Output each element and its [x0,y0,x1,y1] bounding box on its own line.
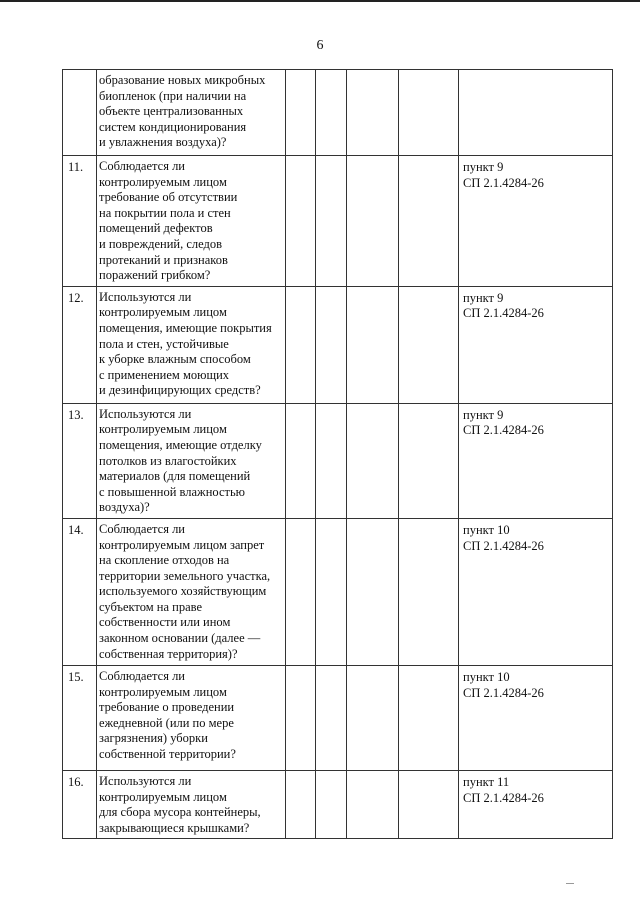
reference-line: СП 2.1.4284-26 [463,685,544,700]
checklist-table [62,69,613,839]
question-line: систем кондиционирования [99,119,247,134]
reference-line: пункт 9 [463,290,504,305]
question-line: Используются ли [99,773,192,788]
answer-no-cell [316,770,347,838]
answer-na-cell [347,770,399,838]
checklist-row [63,156,613,287]
question-line: протеканий и признаков [99,252,228,267]
answer-na-cell [347,156,399,287]
scan-mark [566,883,574,884]
reference-line: пункт 10 [463,522,510,537]
reference-line: пункт 11 [463,774,510,789]
reference-line: пункт 9 [463,407,504,422]
question-cell [97,70,286,156]
top-border-rule [0,0,640,2]
answer-na-cell [347,665,399,770]
reference-cell [459,286,613,403]
reference-line: СП 2.1.4284-26 [463,306,544,321]
answer-yes-cell [286,518,316,665]
answer-na-cell [347,286,399,403]
question-line: загрязнения) уборки [99,731,208,746]
checklist-row [63,770,613,838]
notes-cell [399,286,459,403]
reference-cell [459,665,613,770]
reference-line: пункт 10 [463,669,510,684]
row-number-cell: 16. [63,770,97,838]
question-line: объекте централизованных [99,104,244,119]
answer-na-cell [347,403,399,518]
reference-cell [459,770,613,838]
answer-no-cell [316,518,347,665]
question-line: пола и стен, устойчивые [99,336,229,351]
page-number: 6 [316,38,324,53]
row-number-cell: 11. [63,156,97,287]
question-line: территории земельного участка, [99,568,271,583]
notes-cell [399,156,459,287]
answer-yes-cell [286,665,316,770]
question-line: материалов (для помещений [99,469,251,484]
reference-cell [459,70,613,156]
checklist-row [63,286,613,403]
question-line: субъектом на праве [99,599,203,614]
question-line: контролируемым лицом [99,684,227,699]
question-line: Соблюдается ли [99,668,185,683]
answer-na-cell [347,70,399,156]
question-line: требование об отсутствии [99,190,238,205]
question-line: контролируемым лицом [99,422,227,437]
answer-yes-cell [286,286,316,403]
question-line: на скопление отходов на [99,553,230,568]
question-line: помещения, имеющие покрытия [99,320,272,335]
question-line: помещений дефектов [99,221,213,236]
notes-cell [399,403,459,518]
row-number-cell: 13. [63,403,97,518]
question-line: Соблюдается ли [99,159,185,173]
reference-line: пункт 9 [463,160,504,174]
question-line: собственной территории? [99,746,236,761]
question-line: законном основании (далее — [99,631,261,646]
question-line: и дезинфицирующих средств? [99,383,261,398]
reference-line: СП 2.1.4284-26 [463,538,544,553]
notes-cell [399,665,459,770]
question-cell [97,156,286,287]
reference-line: СП 2.1.4284-26 [463,790,544,805]
answer-yes-cell [286,156,316,287]
row-number-cell [63,70,97,156]
question-line: контролируемым лицом запрет [99,537,265,552]
question-line: требование о проведении [99,700,235,715]
question-line: Используются ли [99,289,192,304]
checklist-row [63,70,613,156]
question-line: контролируемым лицом [99,789,227,804]
question-line: закрывающиеся крышками? [99,820,250,835]
reference-line: СП 2.1.4284-26 [463,423,544,438]
question-line: Используются ли [99,406,192,421]
question-line: собственности или ином [99,615,231,630]
question-line: образование новых микробных [99,73,266,87]
notes-cell [399,770,459,838]
reference-cell [459,403,613,518]
question-line: контролируемым лицом [99,305,227,320]
question-line: помещения, имеющие отделку [99,437,262,452]
answer-yes-cell [286,403,316,518]
question-line: на покрытии пола и стен [99,205,231,220]
question-line: к уборке влажным способом [99,352,251,367]
answer-no-cell [316,286,347,403]
question-line: и увлажнения воздуха)? [99,135,227,150]
reference-cell [459,518,613,665]
question-line: биопленок (при наличии на [99,88,247,103]
question-cell [97,403,286,518]
row-number-cell: 15. [63,665,97,770]
question-line: и повреждений, следов [99,236,222,251]
question-line: поражений грибком? [99,268,211,283]
question-line: ежедневной (или по мере [99,715,234,730]
checklist-row [63,665,613,770]
checklist-row [63,518,613,665]
answer-no-cell [316,156,347,287]
answer-yes-cell [286,70,316,156]
question-line: с применением моющих [99,367,230,382]
question-line: с повышенной влажностью [99,484,245,499]
reference-line: СП 2.1.4284-26 [463,175,544,190]
row-number-cell: 12. [63,286,97,403]
question-line: собственная территория)? [99,646,238,661]
answer-na-cell [347,518,399,665]
question-line: контролируемым лицом [99,174,227,189]
notes-cell [399,70,459,156]
question-cell [97,286,286,403]
answer-no-cell [316,665,347,770]
checklist-body [63,70,613,839]
question-line: Соблюдается ли [99,521,185,536]
checklist-row [63,403,613,518]
notes-cell [399,518,459,665]
answer-yes-cell [286,770,316,838]
reference-cell [459,156,613,287]
question-cell [97,518,286,665]
question-line: для сбора мусора контейнеры, [99,805,261,820]
question-line: потолков из влагостойких [99,453,237,468]
question-line: используемого хозяйствующим [99,584,267,599]
question-line: воздуха)? [99,500,150,515]
question-cell [97,665,286,770]
answer-no-cell [316,403,347,518]
question-cell [97,770,286,838]
answer-no-cell [316,70,347,156]
row-number-cell: 14. [63,518,97,665]
